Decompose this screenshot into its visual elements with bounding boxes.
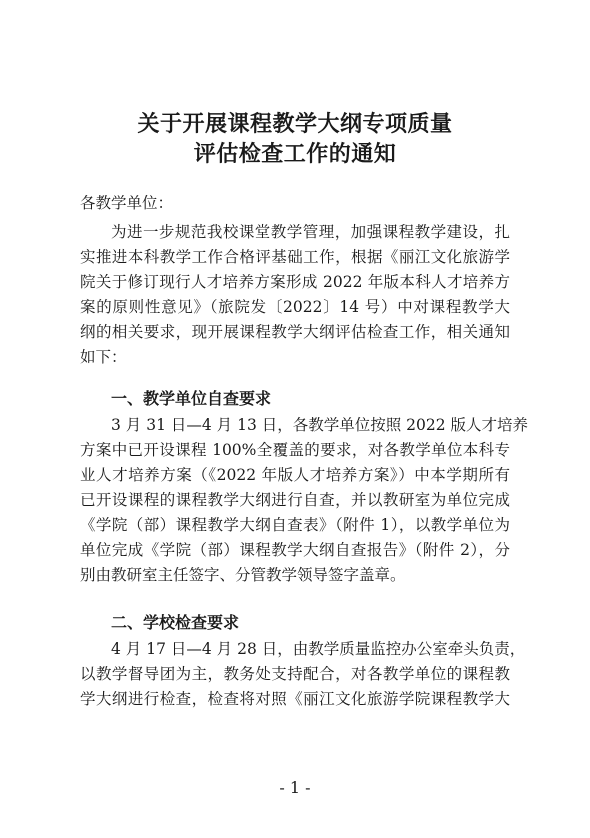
section-2-line: 4 月 17 日—4 月 28 日，由教学质量监控办公室牵头负责， [111,640,526,658]
section-2-heading: 二、学校检查要求 [111,613,240,632]
section-2-paragraph [80,637,526,712]
document-title-line-1: 关于开展课程教学大纲专项质量 [137,111,453,137]
section-1-line: 已开设课程的课程教学大纲进行自查，并以教研室为单位完成 [80,491,510,509]
section-1-paragraph [80,413,529,588]
section-1-line: 别由教研室主任签字、分管教学领导签字盖章。 [80,566,406,584]
section-1-line: 《学院（部）课程教学大纲自查表》（附件 1），以教学单位为 [80,516,510,534]
section-1-heading: 一、教学单位自查要求 [111,389,272,408]
section-1-line: 单位完成《学院（部）课程教学大纲自查报告》（附件 2），分 [80,541,510,559]
intro-line: 纲的相关要求，现开展课程教学大纲评估检查工作，相关通知 [80,323,510,341]
section-1-line: 业人才培养方案（《2022 年版人才培养方案》）中本学期所有 [80,466,510,484]
section-1-line: 3 月 31 日—4 月 13 日，各教学单位按照 2022 版人才培养 [111,416,529,434]
document-title-line-2: 评估检查工作的通知 [193,141,397,167]
section-2-line: 学大纲进行检查，检查将对照《丽江文化旅游学院课程教学大 [80,690,510,708]
salutation: 各教学单位： [80,194,174,212]
intro-line: 院关于修订现行人才培养方案形成 2022 年版本科人才培养方 [80,273,510,291]
section-2-line: 以教学督导团为主，教务处支持配合，对各教学单位的课程教 [80,665,510,683]
intro-line: 实推进本科教学工作合格评基础工作，根据《丽江文化旅游学 [80,248,510,266]
intro-line: 如下： [80,348,127,366]
page-number: - 1 - [279,778,311,797]
intro-line: 案的原则性意见》（旅院发〔2022〕14 号）中对课程教学大 [80,298,510,316]
section-1-line: 方案中已开设课程 100%全覆盖的要求，对各教学单位本科专 [80,441,510,459]
intro-line: 为进一步规范我校课堂教学管理，加强课程教学建设，扎 [111,223,510,241]
intro-paragraph [80,220,510,370]
